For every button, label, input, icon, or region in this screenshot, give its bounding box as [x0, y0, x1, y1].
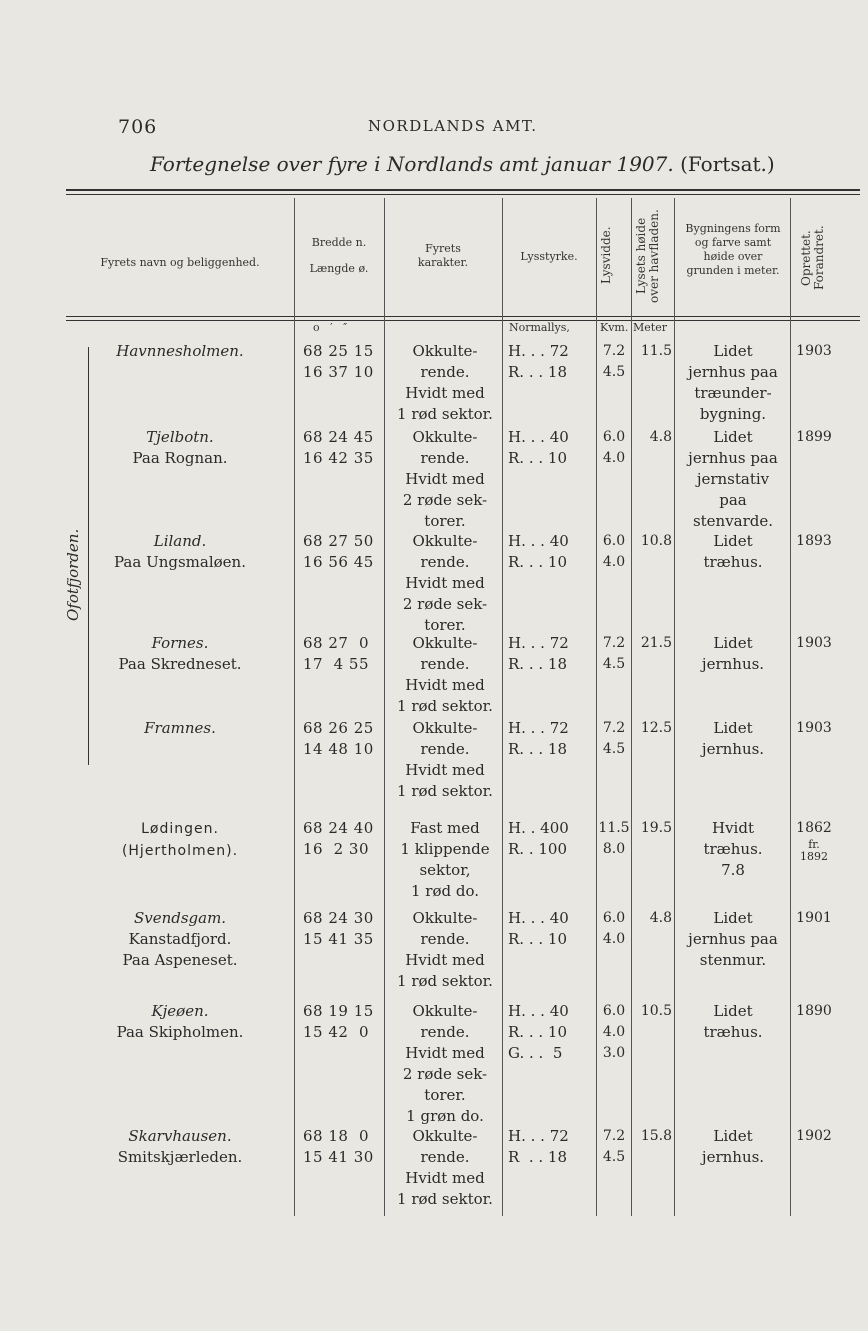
light-character: Fast med 1 klippende sektor, 1 rød do. [400, 819, 490, 900]
light-name: Havnnesholmen. [116, 342, 244, 360]
building-desc: Hvidt træhus. 7.8 [703, 819, 763, 879]
building-desc: Lidet jernhus paa jernstativ paa stenvarde. [688, 428, 778, 530]
light-location: (Hjertholmen). [121, 843, 239, 859]
light-range: 7.2 4.5 [602, 635, 626, 672]
latitude: 68 24 40 [303, 819, 374, 837]
year-built: 1903 [796, 343, 832, 359]
light-height: 21.5 [640, 635, 672, 651]
light-range: 6.0 4.0 [602, 533, 626, 570]
light-height: 4.8 [649, 910, 672, 926]
light-range: 7.2 4.5 [602, 1128, 626, 1165]
light-strength: H. . . 40 R. . . 10 G. . . 5 [508, 1002, 569, 1062]
longitude: 16 56 45 [303, 553, 374, 571]
col-sep-coord [294, 198, 295, 1216]
building-desc: Lidet jernhus. [701, 634, 765, 673]
light-height: 19.5 [640, 820, 672, 836]
header-bottom-rule-thin [66, 320, 860, 321]
year-built: 1893 [796, 533, 832, 549]
light-character: Okkulte- rende. Hvidt med 2 røde sek- torer. [402, 428, 488, 530]
latitude: 68 27 50 [303, 532, 374, 550]
unit-coord: o ′ ″ [313, 321, 348, 334]
building-desc: Lidet jernhus paa træunder- bygning. [688, 342, 778, 423]
header-character: Fyrets karakter. [417, 242, 469, 269]
light-name: Skarvhausen. [128, 1127, 232, 1145]
year-built: 1899 [796, 429, 832, 445]
header-range: Lysvidde. [599, 226, 613, 284]
light-name: Liland. [153, 532, 207, 550]
light-range: 7.2 4.5 [602, 343, 626, 380]
table-top-rule-thick [66, 189, 860, 191]
light-location: Kanstadfjord. Paa Aspeneset. [122, 930, 238, 969]
year-built: 1901 [796, 910, 832, 926]
title-continued: (Fortsat.) [680, 152, 775, 176]
latitude: 68 26 25 [303, 719, 374, 737]
light-strength: H. . . 40 R. . . 10 [508, 909, 569, 948]
light-height: 12.5 [640, 720, 672, 736]
light-character: Okkulte- rende. Hvidt med 2 røde sek- torer. 1 grøn do. [402, 1002, 488, 1125]
latitude: 68 18 0 [303, 1127, 370, 1145]
year-built: 1902 [796, 1128, 832, 1144]
light-character: Okkulte- rende. Hvidt med 1 rød sektor. [397, 634, 493, 715]
building-desc: Lidet træhus. [703, 1002, 763, 1041]
light-location: Paa Ungsmaløen. [114, 553, 246, 571]
light-name: Kjeøen. [151, 1002, 209, 1020]
latitude: 68 25 15 [303, 342, 374, 360]
title-italic: Fortegnelse over fyre i Nordlands amt januar 1907. [150, 152, 674, 176]
light-range: 6.0 4.0 [602, 429, 626, 466]
light-strength: H. . . 72 R. . . 18 [508, 634, 569, 673]
header-name: Fyrets navn og beliggenhed. [100, 256, 260, 269]
light-strength: H. . 400 R. . 100 [508, 819, 569, 858]
light-character: Okkulte- rende. Hvidt med 1 rød sektor. [397, 342, 493, 423]
year-changed: fr. 1892 [800, 838, 828, 863]
light-range: 6.0 4.0 3.0 [602, 1003, 626, 1061]
building-desc: Lidet jernhus. [701, 719, 765, 758]
light-location: Paa Skredneset. [118, 655, 242, 673]
light-strength: H. . . 40 R. . . 10 [508, 428, 569, 467]
header-height: Lysets høide over havfladen. [634, 209, 661, 303]
light-strength: H. . . 40 R. . . 10 [508, 532, 569, 571]
light-strength: H. . . 72 R. . . 18 [508, 342, 569, 381]
header-year: Oprettet. Forandret. [799, 225, 826, 291]
building-desc: Lidet jernhus paa stenmur. [688, 909, 778, 969]
longitude: 17 4 55 [303, 655, 370, 673]
longitude: 14 48 10 [303, 740, 374, 758]
longitude: 15 42 0 [303, 1023, 370, 1041]
year-built: 1890 [796, 1003, 832, 1019]
region-label: Ofotfjorden. [64, 528, 82, 622]
light-range: 7.2 4.5 [602, 720, 626, 757]
latitude: 68 19 15 [303, 1002, 374, 1020]
longitude: 16 42 35 [303, 449, 374, 467]
longitude: 15 41 30 [303, 1148, 374, 1166]
light-height: 4.8 [649, 429, 672, 445]
latitude: 68 27 0 [303, 634, 370, 652]
light-strength: H. . . 72 R . . 18 [508, 1127, 569, 1166]
light-height: 10.8 [640, 533, 672, 549]
light-location: Paa Rognan. [132, 449, 228, 467]
table-top-rule-thin [66, 194, 860, 195]
light-height: 15.8 [640, 1128, 672, 1144]
light-location: Paa Skipholmen. [116, 1023, 244, 1041]
page-title [150, 152, 775, 176]
light-range: 11.5 8.0 [598, 820, 630, 857]
header-building: Bygningens form og farve samt høide over grunden i meter. [685, 222, 781, 277]
light-height: 10.5 [640, 1003, 672, 1019]
light-name: Svendsgam. [133, 909, 227, 927]
light-character: Okkulte- rende. Hvidt med 1 rød sektor. [397, 909, 493, 990]
light-height: 11.5 [640, 343, 672, 359]
light-name: Tjelbotn. [146, 428, 214, 446]
light-strength: H. . . 72 R. . . 18 [508, 719, 569, 758]
latitude: 68 24 30 [303, 909, 374, 927]
year-built: 1862 [796, 820, 832, 836]
longitude: 15 41 35 [303, 930, 374, 948]
header-strength: Lysstyrke. [520, 250, 578, 263]
latitude: 68 24 45 [303, 428, 374, 446]
page-number: 706 [118, 116, 158, 138]
header-lon: Længde ø. [309, 262, 369, 275]
unit-strength: Normallys, [509, 321, 570, 334]
building-desc: Lidet jernhus. [701, 1127, 765, 1166]
running-head: NORDLANDS AMT. [368, 117, 538, 135]
light-name: Fornes. [151, 634, 209, 652]
header-bottom-rule [66, 316, 860, 317]
header-lat: Bredde n. [311, 236, 367, 249]
unit-height: Meter [633, 321, 667, 334]
longitude: 16 37 10 [303, 363, 374, 381]
light-name: Framnes. [144, 719, 216, 737]
building-desc: Lidet træhus. [703, 532, 763, 571]
light-name: Lødingen. [141, 821, 219, 837]
light-character: Okkulte- rende. Hvidt med 2 røde sek- torer. [402, 532, 488, 634]
light-location: Smitskjærleden. [117, 1148, 243, 1166]
light-character: Okkulte- rende. Hvidt med 1 rød sektor. [397, 719, 493, 800]
year-built: 1903 [796, 635, 832, 651]
light-range: 6.0 4.0 [602, 910, 626, 947]
year-built: 1903 [796, 720, 832, 736]
unit-range: Kvm. [600, 321, 629, 334]
longitude: 16 2 30 [303, 840, 370, 858]
light-character: Okkulte- rende. Hvidt med 1 rød sektor. [397, 1127, 493, 1208]
